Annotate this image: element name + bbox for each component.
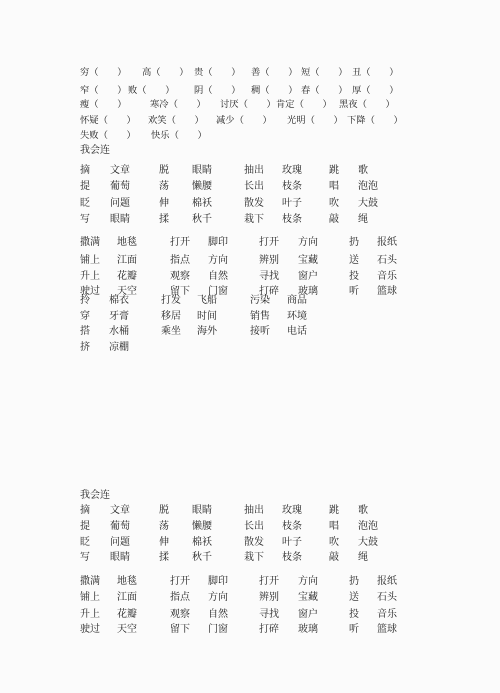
match-word: 花瓣 [117,271,137,282]
match-word: 石头 [377,255,397,266]
match-word: 宝藏 [298,255,318,266]
match-word: 枝条 [282,521,302,532]
match-word: 驶过 [80,624,100,635]
match-word: 寻找 [259,271,279,282]
match-word: 泡泡 [358,181,378,192]
match-word: 揉 [159,214,169,225]
match-word: 荡 [159,521,169,532]
match-word: 抽出 [244,165,264,176]
match-word: 海外 [197,326,217,337]
match-word: 指点 [170,592,190,603]
antonym-item: 丑（ ） [352,67,399,78]
match-word: 销售 [250,311,270,322]
match-word: 眼睛 [110,552,130,563]
match-word: 跳 [329,165,339,176]
match-word: 提 [80,521,90,532]
match-word: 枝条 [282,181,302,192]
antonym-item: 厚（ ） [352,85,399,96]
antonym-item: 穷（ ） [80,67,127,78]
antonym-item: 减少（ ） [216,115,272,126]
match-word: 搭 [80,326,90,337]
antonym-item: 光明（ ） [287,115,343,126]
match-word: 写 [80,214,90,225]
match-word: 棉袄 [192,537,212,548]
match-word: 扔 [349,237,359,248]
match-word: 唱 [329,181,339,192]
match-word: 自然 [208,271,228,282]
match-word: 方向 [298,576,318,587]
match-word: 眨 [80,537,90,548]
antonym-item: 短（ ） [301,67,348,78]
match-word: 散发 [244,198,264,209]
match-word: 葡萄 [110,521,130,532]
match-word: 提 [80,181,90,192]
match-word: 玻璃 [298,286,318,297]
match-word: 唱 [329,521,339,532]
match-word: 送 [349,592,359,603]
match-word: 留下 [170,624,190,635]
match-word: 驶过 [80,286,100,297]
match-word: 敲 [329,214,339,225]
match-word: 报纸 [377,237,397,248]
match-word: 寻找 [259,609,279,620]
match-word: 铺上 [80,592,100,603]
match-word: 移居 [161,311,181,322]
match-word: 大鼓 [358,198,378,209]
antonym-item: 寒冷（ ） [150,99,206,110]
match-word: 叶子 [282,537,302,548]
antonym-item: 善（ ） [251,67,298,78]
match-word: 眼睛 [110,214,130,225]
match-word: 吹 [329,537,339,548]
match-word: 伸 [159,537,169,548]
match-word: 牙膏 [109,311,129,322]
match-word: 接听 [250,326,270,337]
match-word: 辨别 [259,592,279,603]
antonym-item: 讨厌（ ） [220,99,276,110]
match-word: 长出 [244,181,264,192]
antonym-item: 高（ ） [142,67,189,78]
antonym-item: 快乐（ ） [151,130,207,141]
antonym-item: 欢笑（ ） [148,115,204,126]
match-word: 秋千 [192,552,212,563]
match-word: 撒满 [80,576,100,587]
antonym-item: 阴（ ） [194,85,241,96]
match-word: 眨 [80,198,90,209]
match-word: 长出 [244,521,264,532]
match-word: 辨别 [259,255,279,266]
match-word: 脚印 [208,576,228,587]
match-word: 打碎 [259,624,279,635]
match-word: 枝条 [282,214,302,225]
match-word: 摘 [80,165,90,176]
match-word: 留下 [170,286,190,297]
match-word: 打碎 [259,286,279,297]
match-word: 听 [349,286,359,297]
match-word: 打开 [170,237,190,248]
match-word: 打发 [161,295,181,306]
match-word: 写 [80,552,90,563]
match-word: 脚印 [208,237,228,248]
match-word: 打开 [259,576,279,587]
antonym-item: 瘦（ ） [80,99,127,110]
match-word: 音乐 [377,271,397,282]
match-word: 脱 [159,165,169,176]
match-word: 打开 [170,576,190,587]
match-word: 污染 [250,295,270,306]
match-word: 大鼓 [358,537,378,548]
match-word: 揉 [159,552,169,563]
match-word: 荡 [159,181,169,192]
match-word: 指点 [170,255,190,266]
match-word: 铺上 [80,255,100,266]
match-word: 窗户 [298,609,318,620]
antonym-item: 败（ ） [128,85,175,96]
match-word: 棉袄 [192,198,212,209]
match-word: 棉衣 [109,295,129,306]
match-word: 歌 [358,165,368,176]
match-word: 问题 [110,537,130,548]
match-word: 问题 [110,198,130,209]
antonym-item: 稠（ ） [251,85,298,96]
antonym-item: 窄（ ） [80,85,127,96]
match-word: 送 [349,255,359,266]
match-word: 栽下 [244,214,264,225]
match-word: 方向 [208,255,228,266]
match-word: 飞船 [197,295,217,306]
match-word: 栽下 [244,552,264,563]
match-word: 吹 [329,198,339,209]
match-word: 环境 [287,311,307,322]
match-word: 江面 [117,255,137,266]
match-word: 花瓣 [117,609,137,620]
match-word: 凉棚 [109,342,129,353]
match-word: 摘 [80,505,90,516]
match-word: 伸 [159,198,169,209]
match-word: 抽出 [244,505,264,516]
match-word: 方向 [208,592,228,603]
match-word: 跳 [329,505,339,516]
antonym-item: 下降（ ） [347,115,403,126]
match-word: 枝条 [282,552,302,563]
match-word: 听 [349,624,359,635]
match-word: 升上 [80,271,100,282]
match-word: 文章 [110,165,130,176]
match-word: 拎 [80,295,90,306]
match-word: 脱 [159,505,169,516]
match-word: 观察 [170,609,190,620]
antonym-item: 春（ ） [301,85,348,96]
match-word: 报纸 [377,576,397,587]
match-word: 升上 [80,609,100,620]
match-word: 秋千 [192,214,212,225]
match-word: 眼睛 [192,165,212,176]
match-word: 玻璃 [298,624,318,635]
match-word: 眼睛 [192,505,212,516]
match-word: 篮球 [377,286,397,297]
match-word: 敲 [329,552,339,563]
match-word: 文章 [110,505,130,516]
match-word: 绳 [358,552,368,563]
match-word: 自然 [208,609,228,620]
match-word: 门窗 [208,624,228,635]
match-word: 打开 [259,237,279,248]
match-word: 电话 [287,326,307,337]
match-word: 石头 [377,592,397,603]
antonym-item: 失败（ ） [80,130,136,141]
match-word: 音乐 [377,609,397,620]
match-word: 江面 [117,592,137,603]
match-word: 懒腰 [192,181,212,192]
match-word: 天空 [117,286,137,297]
match-word: 宝藏 [298,592,318,603]
match-word: 撒满 [80,237,100,248]
match-word: 投 [349,271,359,282]
match-word: 乘坐 [161,326,181,337]
section-title-match: 我会连 [80,145,110,156]
match-word: 窗户 [298,271,318,282]
antonym-item: 怀疑（ ） [80,115,136,126]
match-word: 时间 [197,311,217,322]
match-word: 懒腰 [192,521,212,532]
antonym-item: 黑夜（ ） [339,99,395,110]
match-word: 泡泡 [358,521,378,532]
match-word: 玫瑰 [282,505,302,516]
match-word: 叶子 [282,198,302,209]
match-word: 穿 [80,311,90,322]
match-word: 方向 [298,237,318,248]
match-word: 天空 [117,624,137,635]
match-word: 门窗 [208,286,228,297]
match-word: 玫瑰 [282,165,302,176]
antonym-item: 贵（ ） [194,67,241,78]
match-word: 观察 [170,271,190,282]
match-word: 投 [349,609,359,620]
match-word: 绳 [358,214,368,225]
match-word: 葡萄 [110,181,130,192]
match-word: 扔 [349,576,359,587]
match-word: 商品 [287,295,307,306]
match-word: 篮球 [377,624,397,635]
antonym-item: 肯定（ ） [276,99,332,110]
match-word: 地毯 [117,237,137,248]
match-word: 散发 [244,537,264,548]
match-word: 地毯 [117,576,137,587]
match-word: 水桶 [109,326,129,337]
match-word: 挤 [80,342,90,353]
section-title-match-repeat: 我会连 [80,490,110,501]
match-word: 歌 [358,505,368,516]
